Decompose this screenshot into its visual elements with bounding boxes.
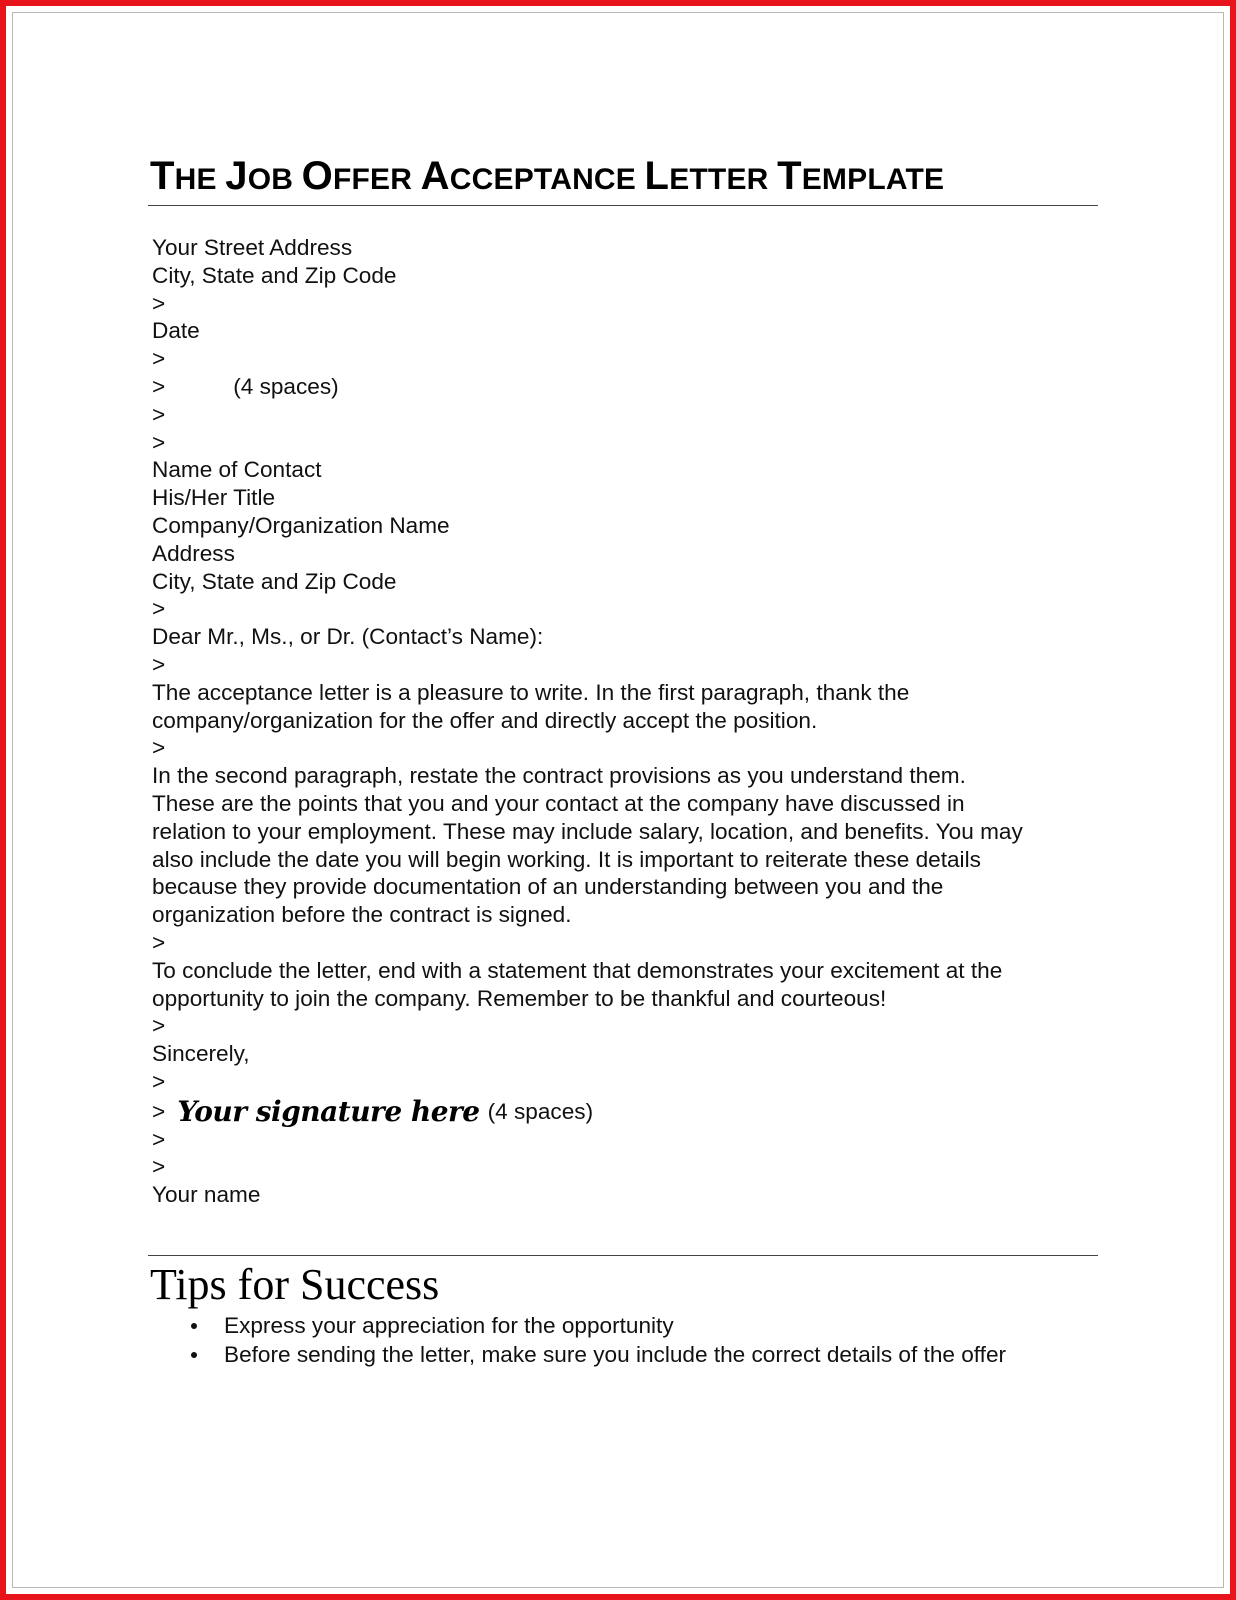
- tips-list: [152, 1311, 1006, 1369]
- recipient-title: His/Her Title: [152, 485, 276, 511]
- letter-date: Date: [152, 318, 200, 344]
- paragraph-line: relation to your employment. These may include salary, location, and benefits. You may: [152, 818, 1023, 844]
- title-initial: J: [225, 154, 248, 198]
- sender-name: Your name: [152, 1182, 261, 1208]
- document-title: [150, 156, 944, 196]
- title-initial: T: [150, 154, 175, 198]
- paragraph-line: company/organization for the offer and directly accept the position.: [152, 707, 818, 733]
- tips-divider: [148, 1255, 1098, 1256]
- title-part: FFER: [332, 163, 421, 196]
- tip-text: Before sending the letter, make sure you include the correct details of the offer: [224, 1342, 1007, 1367]
- title-initial: A: [420, 154, 450, 198]
- spacer-marker: >: [152, 1098, 166, 1124]
- spacer-marker: >: [152, 1013, 166, 1039]
- title-part: CCEPTANCE: [449, 163, 645, 196]
- closing: Sincerely,: [152, 1041, 250, 1067]
- spacer-marker: >: [152, 735, 166, 761]
- recipient-name: Name of Contact: [152, 457, 322, 483]
- spacer-marker: >: [152, 1154, 166, 1180]
- salutation: Dear Mr., Ms., or Dr. (Contact’s Name):: [152, 624, 544, 650]
- paragraph-line: opportunity to join the company. Remember to be thankful and courteous!: [152, 985, 887, 1011]
- spacing-note: (4 spaces): [233, 373, 339, 399]
- spacer-marker: >: [152, 596, 166, 622]
- signature-placeholder: Your signature here: [177, 1094, 480, 1128]
- title-part: ETTER: [669, 163, 778, 196]
- spacing-note-line: [152, 373, 1102, 401]
- spacing-note: (4 spaces): [487, 1098, 594, 1124]
- paragraph-line: In the second paragraph, restate the contract provisions as you understand them.: [152, 763, 966, 789]
- tips-heading: Tips for Success: [150, 1260, 440, 1309]
- title-initial: L: [644, 154, 670, 198]
- paragraph-line: The acceptance letter is a pleasure to write. In the first paragraph, thank the: [152, 679, 910, 705]
- paragraph-line: because they provide documentation of an understanding between you and the: [152, 874, 944, 900]
- spacer-marker: >: [152, 929, 166, 955]
- spacer-marker: >: [152, 1068, 166, 1094]
- title-part: OB: [247, 163, 302, 196]
- bullet-icon: [191, 1352, 197, 1358]
- sender-city: City, State and Zip Code: [152, 262, 397, 288]
- spacer-marker: >: [152, 429, 166, 455]
- spacer-marker: >: [152, 1126, 166, 1152]
- spacer-marker: >: [152, 373, 166, 399]
- signature-line: [152, 1096, 1102, 1126]
- title-initial: T: [777, 154, 802, 198]
- tip-text: Express your appreciation for the opportunity: [224, 1313, 674, 1338]
- tip-item: [152, 1340, 1006, 1369]
- tip-item: [152, 1311, 1006, 1340]
- spacer-marker: >: [152, 651, 166, 677]
- title-part: EMPLATE: [801, 163, 945, 196]
- title-part: HE: [174, 163, 226, 196]
- title-initial: O: [301, 154, 333, 198]
- spacer-marker: >: [152, 346, 166, 372]
- paragraph-line: To conclude the letter, end with a statement that demonstrates your excitement at the: [152, 957, 1003, 983]
- title-divider: [148, 205, 1098, 206]
- bullet-icon: [191, 1323, 197, 1329]
- paragraph-line: These are the points that you and your contact at the company have discussed in: [152, 790, 965, 816]
- recipient-company: Company/Organization Name: [152, 512, 450, 538]
- sender-street: Your Street Address: [152, 235, 353, 260]
- paragraph-line: organization before the contract is signed.: [152, 902, 572, 928]
- letter-body: [152, 234, 1102, 1209]
- recipient-address: Address: [152, 540, 235, 566]
- recipient-city: City, State and Zip Code: [152, 568, 397, 594]
- spacer-marker: >: [152, 401, 166, 427]
- spacer-marker: >: [152, 290, 166, 316]
- paragraph-line: also include the date you will begin working. It is important to reiterate these details: [152, 846, 981, 872]
